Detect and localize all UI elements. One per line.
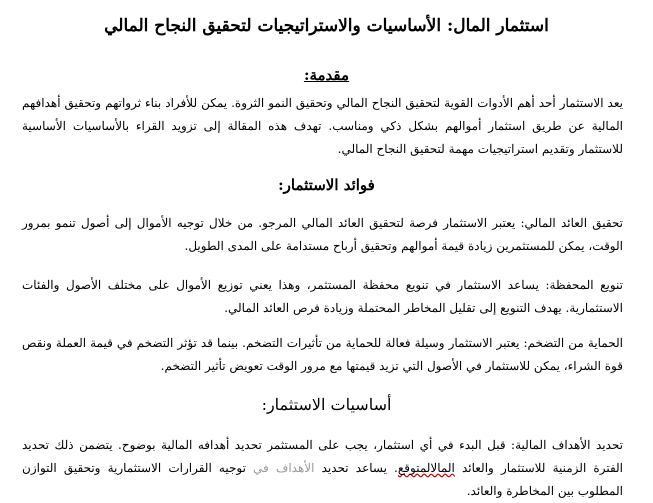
- benefit-item-diversification: تنويع المحفظة: يساعد الاستثمار في تنويع محفظة المستثمر، وهذا يعني توزيع الأموال على مختلف الأصول والفئات الاستثمارية. يهدف التنويع إلى تقليل المخاطر المحتملة وزيادة فرص العائد المالي.: [22, 278, 623, 315]
- basics-item-goals-part-c: توجيه القرارات الاستثمارية وتحقيق التوازن المطلوب بين المخاطرة والعائد.: [22, 461, 623, 498]
- benefit-item-return: تحقيق العائد المالي: يعتبر الاستثمار فرصة لتحقيق العائد المالي المرجو. من خلال توجيه الأموال إلى أصول تنمو بمرور الوقت، يمكن للمستثمرين زيادة قيمة أموالهم وتحقيق أرباح مستدامة على المدى الطويل.: [22, 216, 623, 253]
- intro-heading-text: مقدمة:: [303, 66, 350, 84]
- basics-heading: أساسيات الاستثمار:: [261, 395, 392, 414]
- misspelled-word[interactable]: المالالمتوقع: [397, 461, 455, 475]
- document-title: استثمار المال: الأساسيات والاستراتيجيات لتحقيق النجاح المالي: [104, 16, 549, 36]
- benefit-item-inflation: الحماية من التضخم: يعتبر الاستثمار وسيلة فعالة للحماية من تأثيرات التضخم. بينما قد تؤثر التضخم في قيمة العملة ونقص قوة الشراء، يمكن للاستثمار في الأصول التي تزيد قيمتها مع مرور الوقت تعويض تأثير التضخم.: [22, 336, 623, 373]
- basics-item-goals-part-a: تحديد الأهداف المالية: قبل البدء في أي استثمار، يجب على المستثمر تحديد أهدافه المالية بوضوح. يتضمن ذلك تحديد الفترة الزمنية للاستثمار والعائد: [22, 438, 624, 475]
- basics-item-goals-part-b: . يساعد تحديد: [314, 461, 398, 475]
- intro-heading: [20, 64, 633, 86]
- faded-text: الأهداف في: [253, 461, 315, 475]
- basics-item-goals: [22, 434, 623, 503]
- intro-paragraph: يعد الاستثمار أحد أهم الأدوات القوية لتحقيق النجاح المالي وتحقيق النمو الثروة. يمكن للأفراد بناء ثرواتهم وتحقيق أهدافهم المالية عن طريق استثمار أموالهم بشكل ذكي ومناسب. تهدف هذه المقالة إلى تزويد القراء بالأساسيات الأساسية للاستثمار وتقديم استراتيجيات مهمة لتحقيق النجاح المالي.: [22, 96, 623, 156]
- benefits-heading: فوائد الاستثمار:: [278, 176, 375, 194]
